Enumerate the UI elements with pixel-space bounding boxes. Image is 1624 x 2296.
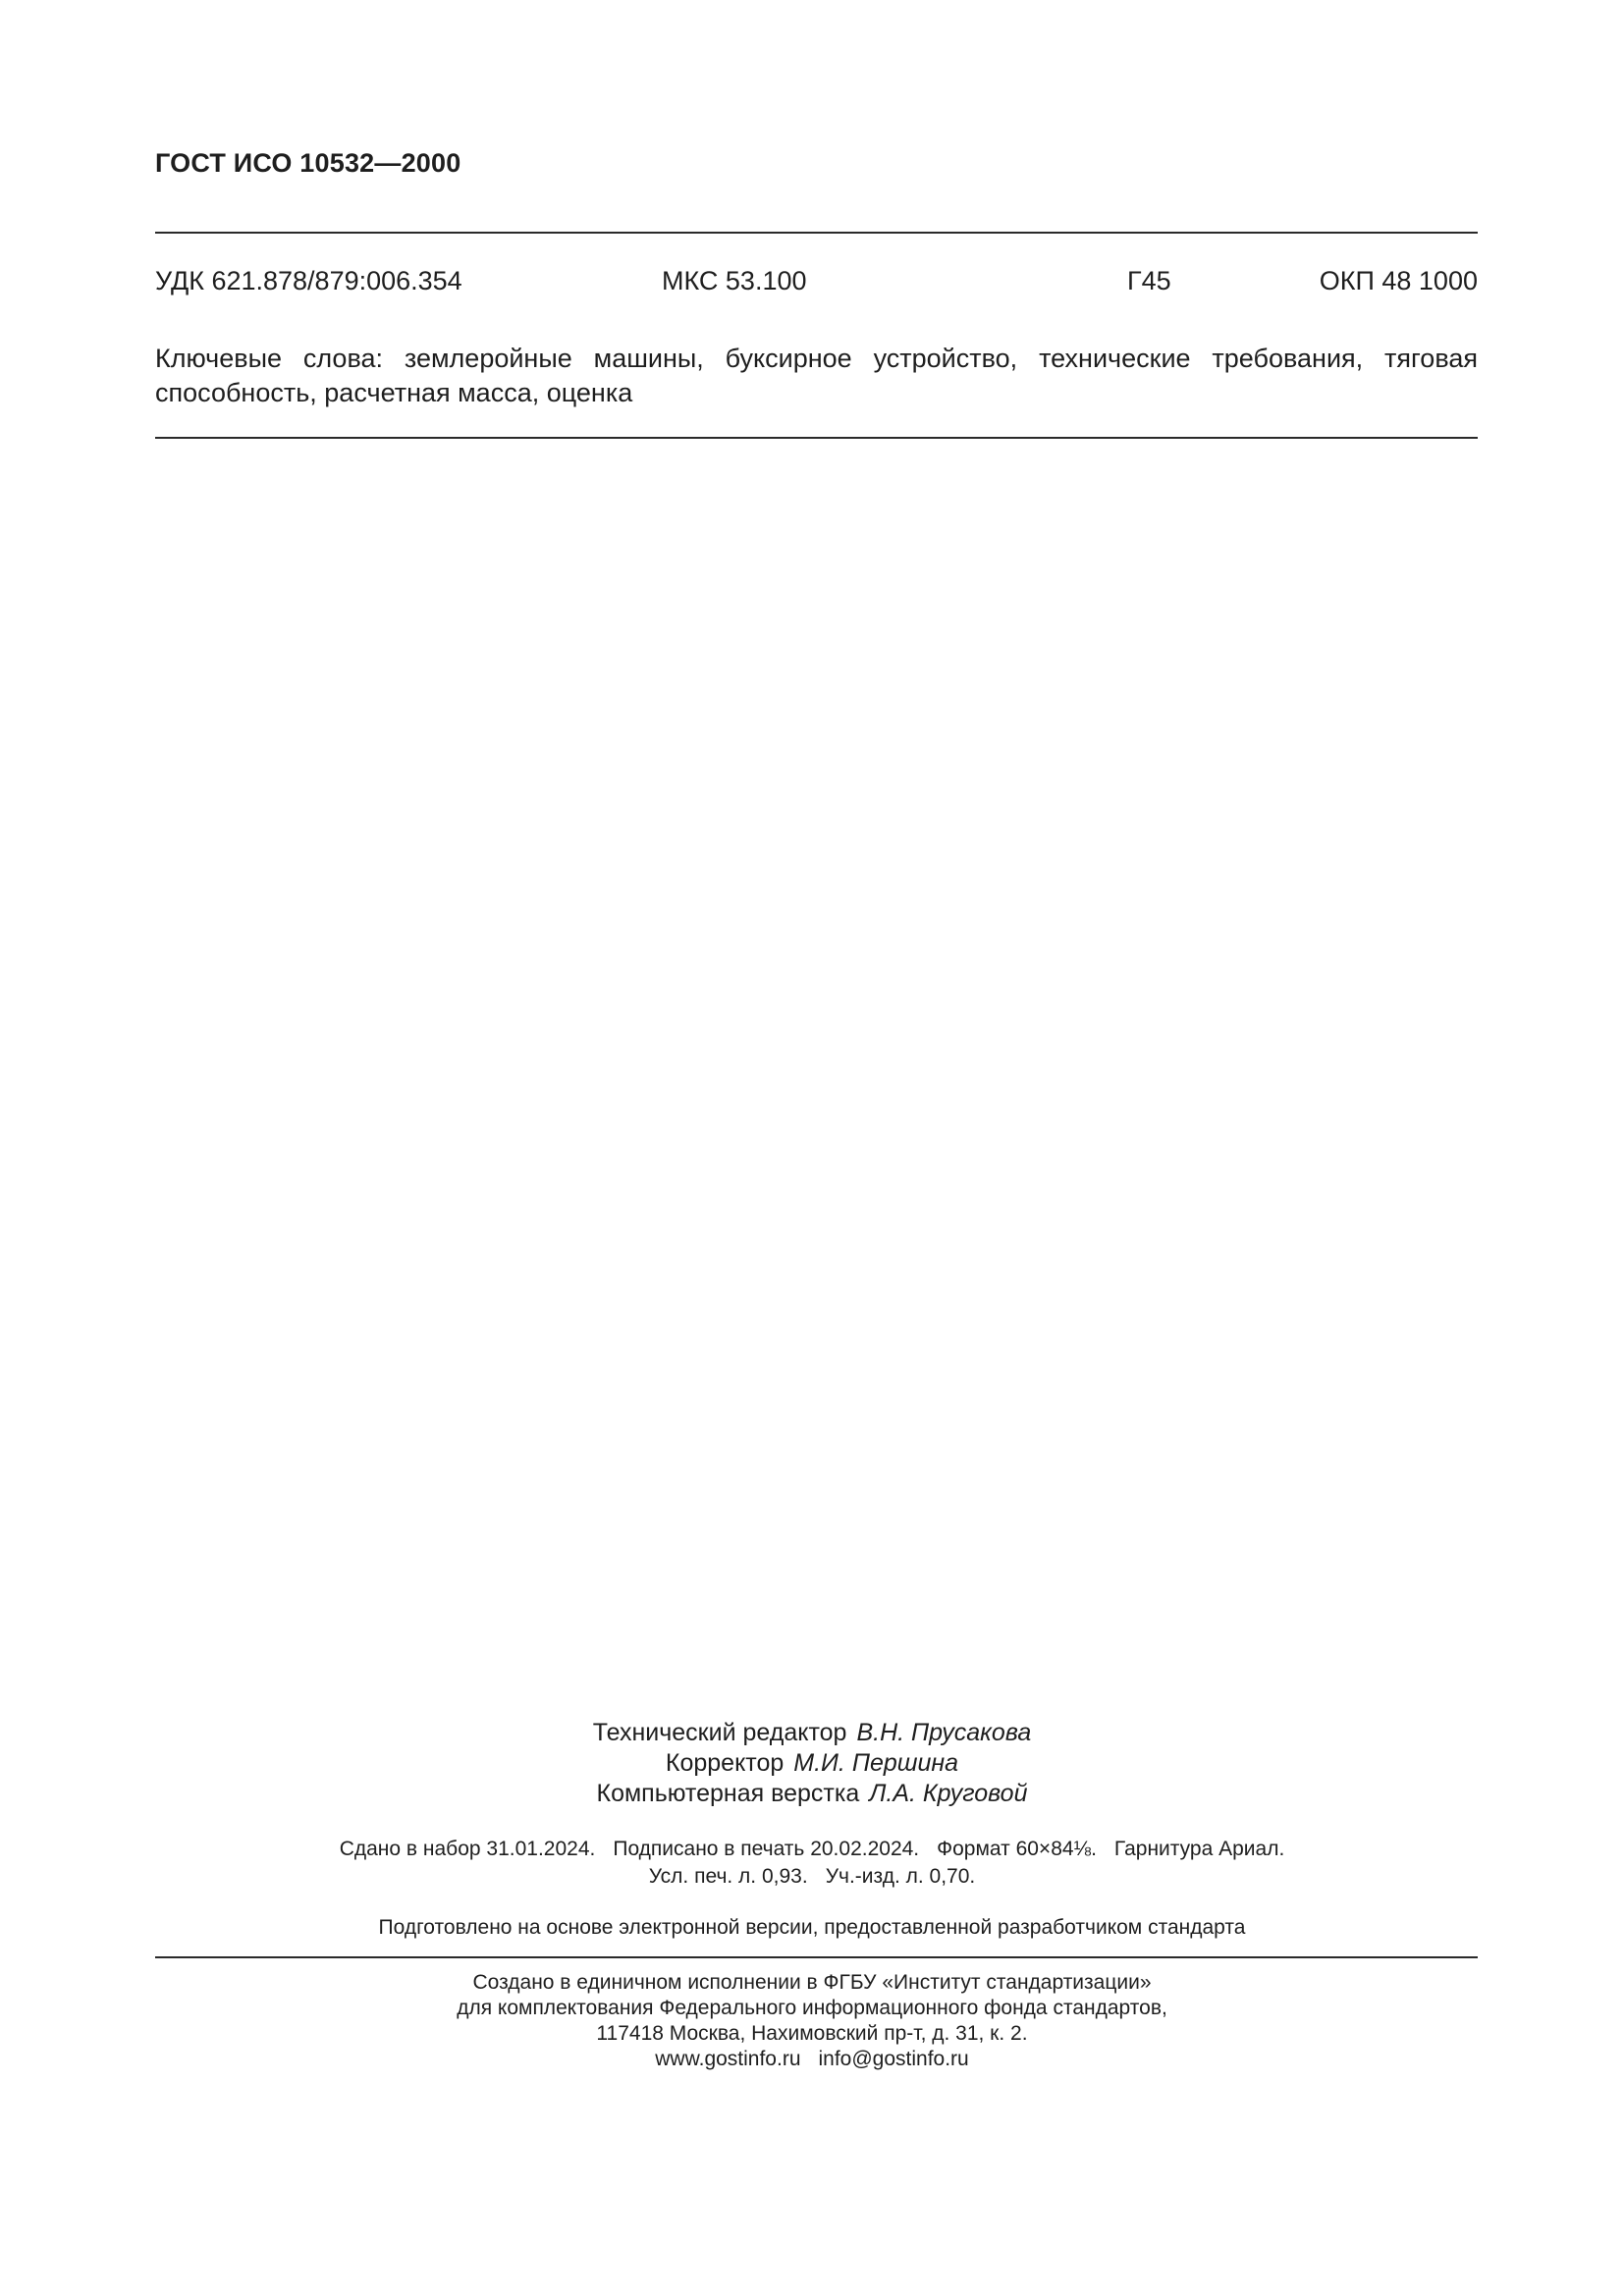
layout-label: Компьютерная верстка <box>596 1780 860 1807</box>
imprint-line-2 <box>0 1865 1624 1889</box>
footer-divider <box>155 1956 1478 1958</box>
imprint-line-1 <box>0 1838 1624 1861</box>
tech-editor-name: В.Н. Прусакова <box>856 1719 1032 1746</box>
edit-sheets: Уч.-изд. л. 0,70. <box>825 1865 976 1888</box>
print-sheets: Усл. печ. л. 0,93. <box>648 1865 808 1888</box>
corrector-label: Корректор <box>665 1749 785 1777</box>
signed-date: Подписано в печать 20.02.2024. <box>613 1838 920 1860</box>
paper-format: Формат 60×84⅛. <box>937 1838 1097 1860</box>
udk-code: УДК 621.878/879:006.354 <box>155 266 462 295</box>
mks-code: МКС 53.100 <box>662 266 807 295</box>
okp-code: ОКП 48 1000 <box>1319 266 1478 295</box>
typeset-date: Сдано в набор 31.01.2024. <box>339 1838 596 1860</box>
keywords-paragraph: Ключевые слова: землеройные машины, буксирное устройство, технические требования, тяговая способность, расчетная масса, оценка <box>155 344 1478 407</box>
corrector-name: М.И. Першина <box>793 1749 959 1777</box>
prepared-note: Подготовлено на основе электронной версии, предоставленной разработчиком стандарта <box>378 1916 1246 1939</box>
group-code: Г45 <box>1127 266 1171 295</box>
footer-address: 117418 Москва, Нахимовский пр-т, д. 31, к. 2. <box>596 2022 1028 2045</box>
top-divider <box>155 232 1478 234</box>
layout-line <box>0 1780 1624 1808</box>
footer-line-2: для комплектования Федерального информационного фонда стандартов, <box>457 1997 1167 2019</box>
tech-editor-line <box>0 1719 1624 1747</box>
standard-id-heading: ГОСТ ИСО 10532—2000 <box>155 148 461 178</box>
corrector-line <box>0 1749 1624 1778</box>
layout-name: Л.А. Круговой <box>869 1780 1028 1807</box>
footer-contacts <box>0 2048 1624 2071</box>
keywords-divider <box>155 437 1478 439</box>
tech-editor-label: Технический редактор <box>592 1719 847 1746</box>
email-link[interactable]: info@gostinfo.ru <box>818 2048 969 2070</box>
footer-line-1: Создано в единичном исполнении в ФГБУ «Институт стандартизации» <box>472 1971 1152 1994</box>
typeface: Гарнитура Ариал. <box>1113 1838 1285 1860</box>
website-link[interactable]: www.gostinfo.ru <box>655 2048 801 2070</box>
